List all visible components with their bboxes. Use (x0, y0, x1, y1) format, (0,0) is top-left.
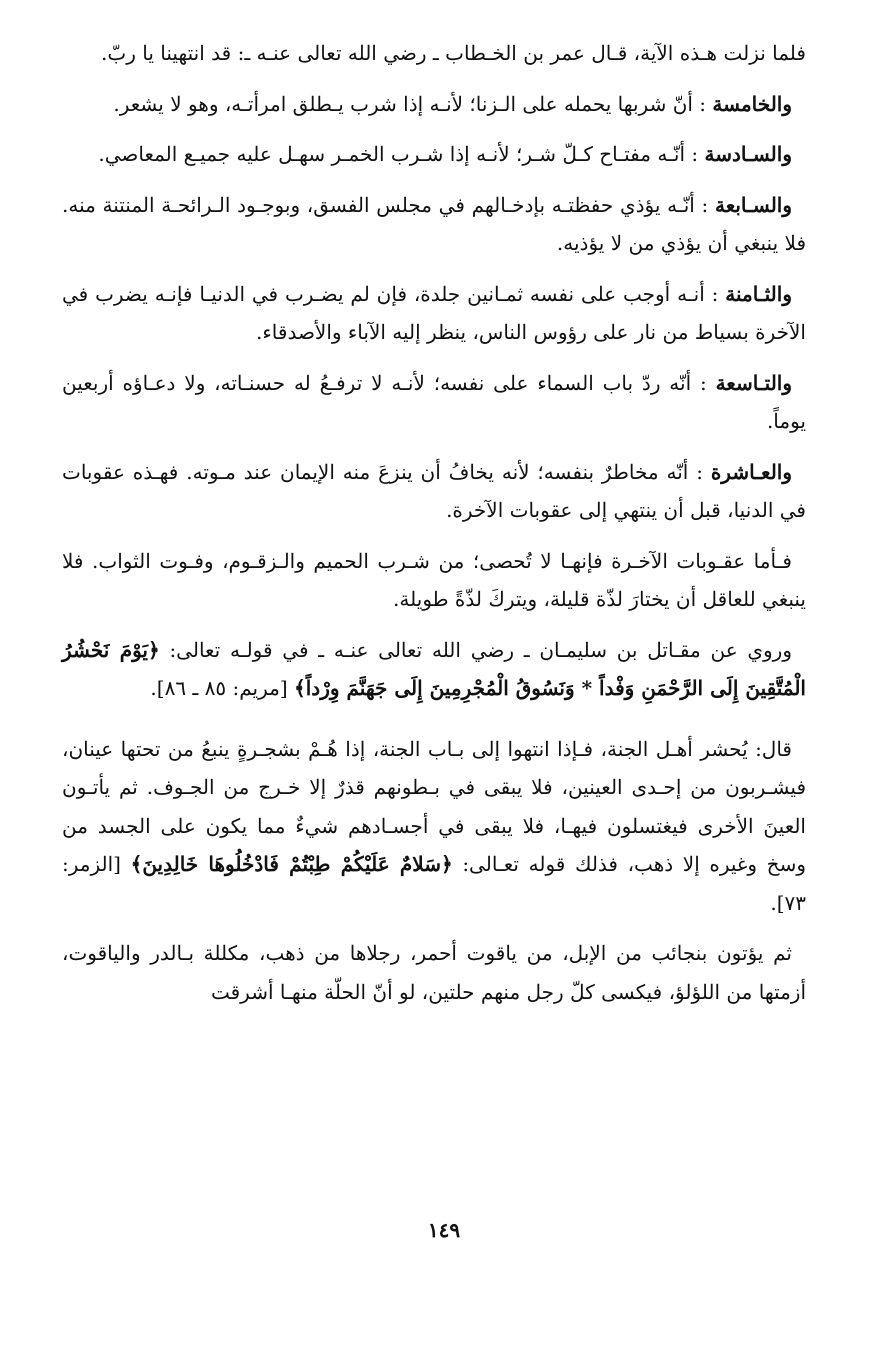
paragraph-afterlife-punishments (62, 542, 806, 619)
paragraph-sixth (62, 135, 806, 174)
paragraph-umar (62, 34, 806, 73)
paragraph-text: : أنّه ردّ باب السماء على نفسه؛ لأنـه لا ترفـعُ له حسنـاته، ولا دعـاؤه أربعين يوماً. (62, 370, 806, 433)
paragraph-lead: والعـاشرة (710, 459, 793, 484)
paragraph-eighth (62, 275, 806, 352)
paragraph-text: قال: يُحشر أهـل الجنة، فـإذا انتهوا إلى بـاب الجنة، إذا هُـمْ بشجـرةٍ ينبعُ من تحتها عينان، فيشـربون من إحـدى العينين، فلا يبقى في بـطونهم قذرٌ إلا خـرج من الجـوف. ثم يأتـون العينَ الأخرى فيغتسلون فيهـا، فلا يبقى في أجسـادهم شيءٌ مما يكون على الجسد من وسخ وغيره إلا ذهب، فذلك قوله تعـالى: (62, 736, 807, 876)
page-number: ١٤٩ (427, 1218, 461, 1242)
paragraph-text: فلما نزلت هـذه الآية، قـال عمر بن الخـطاب ـ رضي الله تعالى عنـه ـ: قد انتهينا يا ربّ. (101, 41, 806, 65)
paragraph-text: : أنّ شربها يحمله على الـزنا؛ لأنـه إذا شرب يـطلق امرأتـه، وهو لا يشعر. (113, 91, 707, 116)
paragraph-text: : أنّـه مفتـاح كـلّ شـر؛ لأنـه إذا شـرب الخمـر سهـل عليه جميـع المعاصي. (98, 142, 699, 166)
paragraph-muqatil (62, 631, 806, 708)
paragraph-lead: والسـادسة (704, 142, 792, 166)
paragraph-text: وروي عن مقـاتل بن سليمـان ـ رضي الله تعالى عنـه ـ في قولـه تعالى: (159, 637, 792, 662)
verse-reference: [الزمر: ٧٣]. (62, 852, 806, 915)
paragraph-text: : أنـه أوجب على نفسه ثمـانين جلدة، فإن لم يضـرب في الدنيـا فإنـه يضرب في الآخرة بسياط من نار على رؤوس الناس، ينظر إليه الآباء والأصدقاء. (62, 281, 806, 344)
paragraph-text: ثم يؤتون بنجائب من الإبل، من ياقوت أحمر، رجلاها من ذهب، مكللة بـالدر والياقوت، أزمتها من اللؤلؤ، فيكسى كلّ رجل منهم حلتين، لو أنّ الحلّة منهـا أشرقت (62, 941, 806, 1004)
paragraph-last (62, 934, 806, 1011)
paragraph-text: فـأما عقـوبات الآخـرة فإنهـا لا تُحصى؛ من شـرب الحميم والـزقـوم، وفـوت الثواب. فلا ينبغي للعاقل أن يختارَ لذّة قليلة، ويتركَ لذّةً طويلة. (62, 548, 806, 611)
paragraph-fifth (62, 85, 806, 124)
page-body (62, 34, 806, 1023)
quran-verse: ﴿سَلامٌ عَلَيْكُمْ طِبْتُمْ فَادْخُلُوهَا خَالِدِينَ﴾ (130, 852, 453, 876)
paragraph-lead: والسـابعة (714, 192, 793, 217)
quran-verse: ﴿يَوْمَ نَحْشُرُ الْمُتَّقِينَ إِلَى الرَّحْمَنِ وَفْداً * وَنَسُوقُ الْمُجْرِمِينَ إِلَى جَهَنَّمَ وِرْداً﴾ (62, 637, 806, 700)
paragraph-tenth (62, 453, 806, 530)
paragraph-text: : أنّـه يؤذي حفظتـه بإدخـالهم في مجلس الفسق، وبوجـود الـرائحـة المنتنة منه. فلا ينبغي أن يؤذي من لا يؤذيه. (62, 192, 806, 255)
paragraph-seventh (62, 186, 806, 263)
paragraph-ninth (62, 364, 806, 441)
paragraph-lead: والتـاسعة (715, 370, 793, 395)
paragraph-lead: والثـامنة (725, 281, 792, 306)
paragraph-text: : أنّه مخاطرٌ بنفسه؛ لأنه يخافُ أن ينزعَ منه الإيمان عند مـوته. فهـذه عقوبات في الدنيا، قبل أن ينتهي إلى عقوبات الآخرة. (62, 459, 806, 522)
paragraph-qala (62, 730, 806, 923)
paragraph-lead: والخامسة (712, 91, 792, 116)
verse-reference: [مريم: ٨٥ ـ ٨٦]. (150, 676, 295, 700)
